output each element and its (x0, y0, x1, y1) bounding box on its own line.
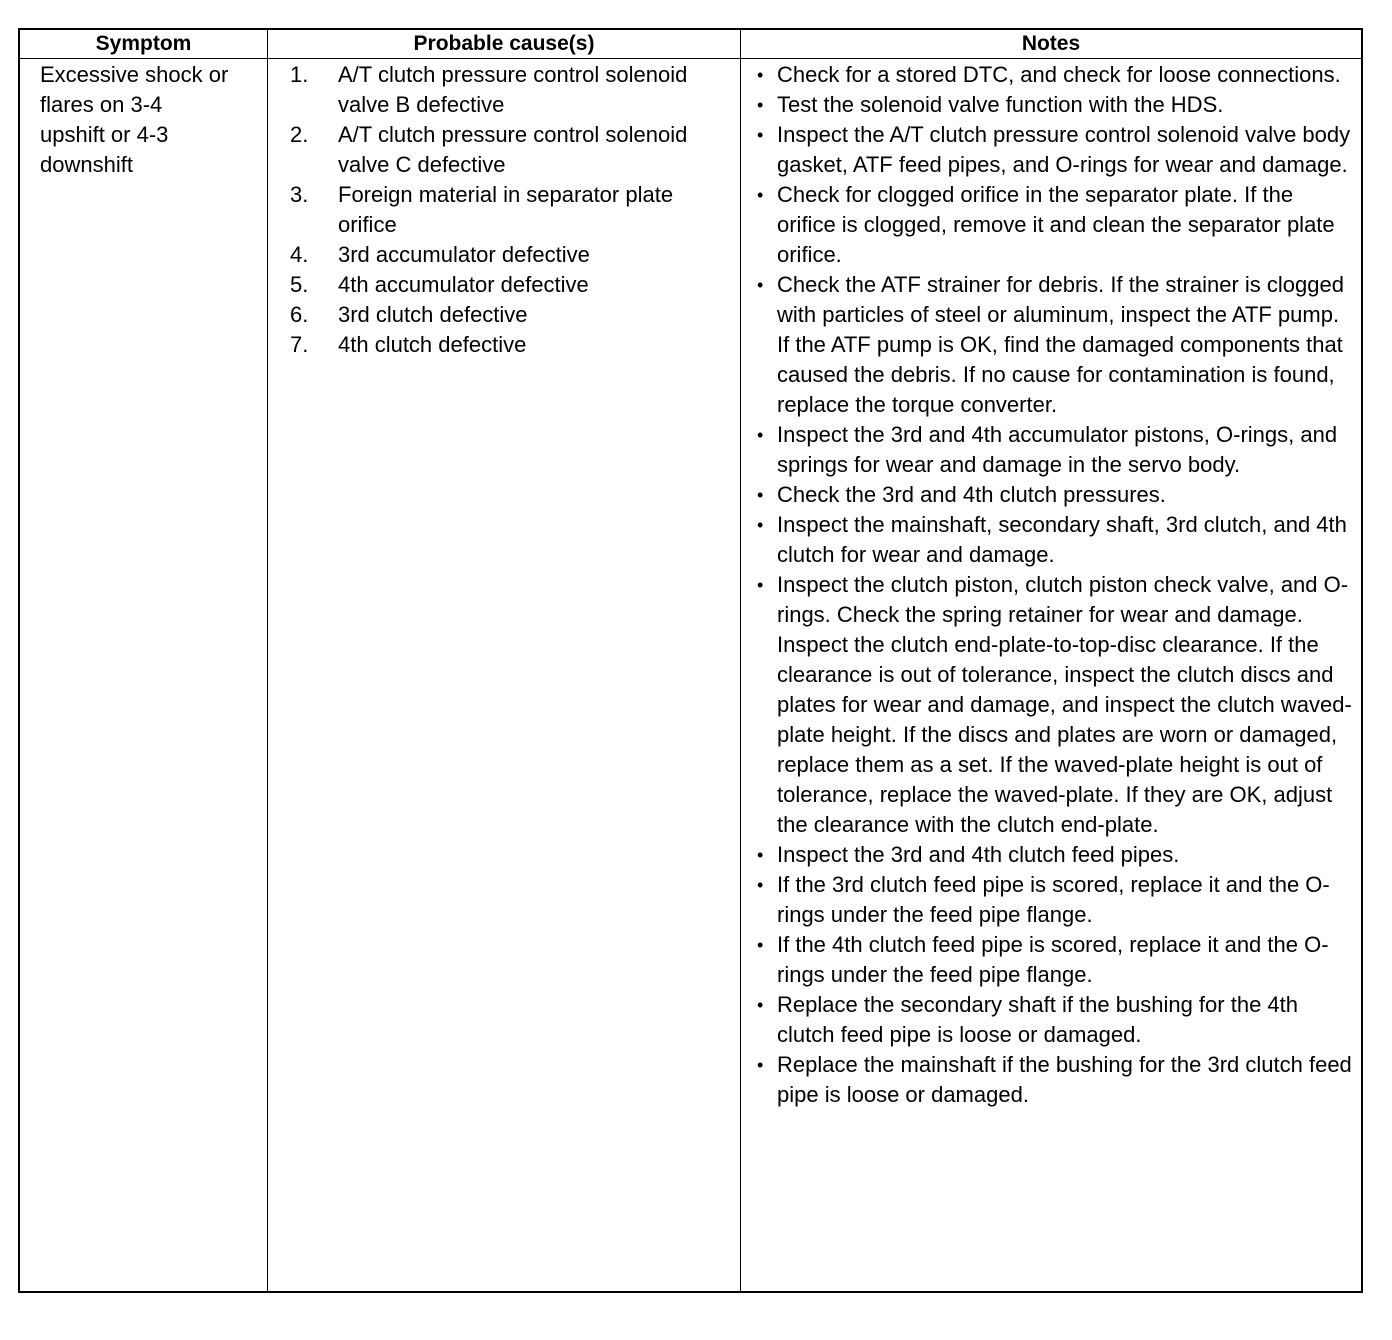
cause-text: 4th accumulator defective (338, 272, 589, 297)
note-item (757, 180, 1355, 270)
probable-causes-cell (268, 59, 741, 1291)
note-text: Check for a stored DTC, and check for loose connections. (777, 62, 1341, 87)
cause-number: 2. (290, 122, 309, 147)
note-item (757, 480, 1355, 510)
note-text: Check the ATF strainer for debris. If the strainer is clogged with particles of steel or aluminum, inspect the ATF pump. If the ATF pump is OK, find the damaged components that caused the debris. If no cause for contamination is found, replace the torque converter. (777, 272, 1344, 417)
cause-text: Foreign material in separator plate orifice (338, 182, 674, 237)
note-item (757, 930, 1355, 990)
cause-number: 4. (290, 242, 309, 267)
note-text: Inspect the 3rd and 4th clutch feed pipes. (777, 842, 1180, 867)
cause-item (290, 270, 734, 300)
note-item (757, 120, 1355, 180)
notes-cell (741, 59, 1361, 1291)
note-text: Test the solenoid valve function with the HDS. (777, 92, 1224, 117)
note-text: Inspect the mainshaft, secondary shaft, 3rd clutch, and 4th clutch for wear and damage. (777, 512, 1347, 567)
cause-item (290, 330, 734, 360)
note-item (757, 570, 1355, 840)
note-text: Check for clogged orifice in the separator plate. If the orifice is clogged, remove it and clean the separator plate orifice. (777, 182, 1335, 267)
bullet-icon: • (757, 425, 764, 445)
cause-item (290, 180, 734, 240)
note-item (757, 870, 1355, 930)
cause-item (290, 60, 734, 120)
bullet-icon: • (757, 65, 764, 85)
bullet-icon: • (757, 185, 764, 205)
cause-item (290, 300, 734, 330)
note-item (757, 990, 1355, 1050)
cause-number: 6. (290, 302, 309, 327)
header-notes: Notes (1021, 32, 1081, 55)
cause-number: 1. (290, 62, 309, 87)
note-item (757, 1050, 1355, 1110)
note-item (757, 60, 1355, 90)
note-item (757, 840, 1355, 870)
note-item (757, 270, 1355, 420)
cause-number: 7. (290, 332, 309, 357)
cause-text: A/T clutch pressure control solenoid valve C defective (338, 122, 688, 177)
cause-text: A/T clutch pressure control solenoid valve B defective (338, 62, 688, 117)
header-probable-causes: Probable cause(s) (268, 30, 741, 58)
note-text: Inspect the A/T clutch pressure control solenoid valve body gasket, ATF feed pipes, and O-rings for wear and damage. (777, 122, 1351, 177)
note-text: Check the 3rd and 4th clutch pressures. (777, 482, 1166, 507)
bullet-icon: • (757, 1055, 764, 1075)
note-text: If the 4th clutch feed pipe is scored, replace it and the O-rings under the feed pipe flange. (777, 932, 1329, 987)
bullet-icon: • (757, 95, 764, 115)
note-text: Inspect the 3rd and 4th accumulator pistons, O-rings, and springs for wear and damage in the servo body. (777, 422, 1338, 477)
cause-item (290, 120, 734, 180)
bullet-icon: • (757, 125, 764, 145)
bullet-icon: • (757, 875, 764, 895)
header-symptom: Symptom (20, 30, 268, 58)
table-body-row (20, 59, 1361, 1291)
bullet-icon: • (757, 845, 764, 865)
note-text: If the 3rd clutch feed pipe is scored, replace it and the O-rings under the feed pipe flange. (777, 872, 1330, 927)
cause-text: 3rd clutch defective (338, 302, 528, 327)
bullet-icon: • (757, 275, 764, 295)
note-text: Inspect the clutch piston, clutch piston check valve, and O-rings. Check the spring retainer for wear and damage. Inspect the clutch end-plate-to-top-disc clearance. If the clearance is out of tolerance, inspect the clutch discs and plates for wear and damage, and inspect the clutch waved-plate height. If the discs and plates are worn or damaged, replace them as a set. If the waved-plate height is out of tolerance, replace the waved-plate. If they are OK, adjust the clearance with the clutch end-plate. (777, 572, 1352, 837)
cause-text: 3rd accumulator defective (338, 242, 590, 267)
table-header-row (20, 30, 1361, 59)
bullet-icon: • (757, 485, 764, 505)
bullet-icon: • (757, 515, 764, 535)
cause-number: 3. (290, 182, 309, 207)
cause-number: 5. (290, 272, 309, 297)
bullet-icon: • (757, 935, 764, 955)
bullet-icon: • (757, 995, 764, 1015)
note-text: Replace the mainshaft if the bushing for the 3rd clutch feed pipe is loose or damaged. (777, 1052, 1352, 1107)
note-item (757, 420, 1355, 480)
note-item (757, 510, 1355, 570)
symptom-cell: Excessive shock or flares on 3-4 upshift or 4-3 downshift (20, 59, 268, 1291)
note-item (757, 90, 1355, 120)
bullet-icon: • (757, 575, 764, 595)
cause-item (290, 240, 734, 270)
troubleshooting-table (18, 28, 1363, 1293)
note-text: Replace the secondary shaft if the bushing for the 4th clutch feed pipe is loose or damaged. (777, 992, 1298, 1047)
cause-text: 4th clutch defective (338, 332, 527, 357)
